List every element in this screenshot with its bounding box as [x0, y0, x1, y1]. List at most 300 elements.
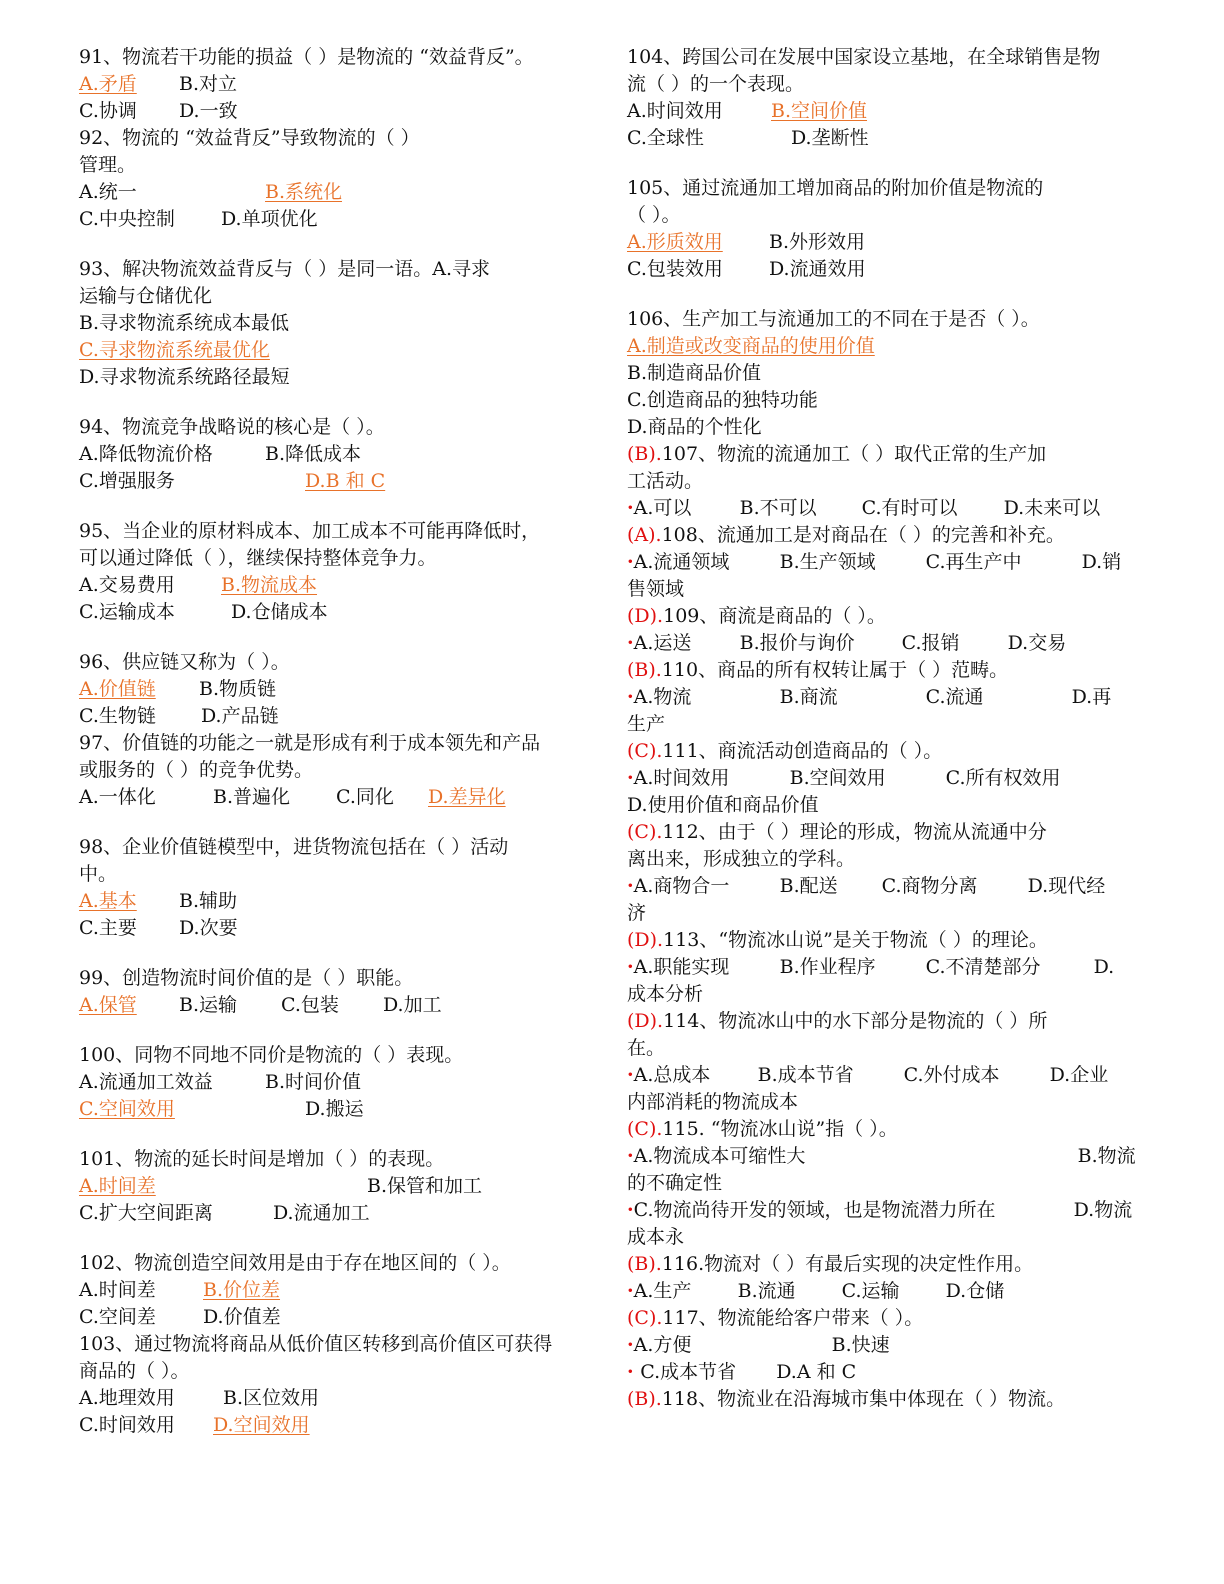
text-segment: B.区位效用 — [223, 1387, 320, 1409]
correct-answer-option: C.寻求物流系统最优化 — [79, 339, 270, 361]
text-segment: D.A 和 C — [776, 1361, 857, 1383]
question-line — [627, 549, 1147, 576]
text-segment: 工活动。 — [627, 470, 704, 492]
correct-answer-option: D.差异化 — [428, 786, 506, 808]
text-segment: B.物质链 — [199, 678, 277, 700]
question-line — [627, 846, 1147, 873]
bullet-dot: · — [627, 497, 634, 519]
answer-option: A.运送 — [633, 632, 692, 654]
question-q118 — [627, 1386, 1147, 1413]
question-line — [627, 1197, 1147, 1224]
correct-answer-option: A.保管 — [79, 994, 137, 1016]
question-line — [79, 98, 591, 125]
text-segment: 内部消耗的物流成本 — [627, 1091, 799, 1113]
text-segment: D.搬运 — [305, 1098, 364, 1120]
question-line — [79, 599, 591, 626]
answer-option: B.作业程序 — [779, 956, 876, 978]
text-segment: 118、物流业在沿海城市集中体现在（ ）物流。 — [661, 1388, 1066, 1410]
question-q98 — [79, 834, 591, 942]
answer-marker: (C). — [627, 740, 663, 762]
question-q99 — [79, 965, 591, 1019]
question-q101 — [79, 1146, 591, 1227]
answer-option: C.时间效用 — [79, 1414, 175, 1436]
text-segment: C.所有权效用 — [945, 767, 1061, 789]
question-line — [79, 1250, 591, 1277]
question-line — [79, 888, 591, 915]
question-line — [79, 310, 591, 337]
question-line — [627, 125, 1147, 152]
answer-marker: (A). — [627, 524, 662, 546]
question-line — [79, 1331, 591, 1358]
answer-marker: (D). — [627, 929, 664, 951]
bullet-dot: · — [627, 956, 634, 978]
bullet-dot: · — [627, 1199, 634, 1221]
question-line — [627, 927, 1147, 954]
text-segment: D.流通效用 — [769, 258, 866, 280]
text-segment: 99、创造物流时间价值的是（ ）职能。 — [79, 967, 414, 989]
question-line — [627, 1089, 1147, 1116]
answer-option: A.商物合一 — [633, 875, 730, 897]
question-line — [79, 703, 591, 730]
text-segment: B.快速 — [831, 1334, 890, 1356]
answer-marker: (C). — [627, 1307, 663, 1329]
text-segment: 95、当企业的原材料成本、加工成本不可能再降低时， — [79, 520, 541, 542]
answer-marker: (B). — [627, 1253, 662, 1275]
question-line — [627, 603, 1147, 630]
question-line — [79, 965, 591, 992]
question-q108 — [627, 522, 1147, 603]
question-q105 — [627, 175, 1147, 283]
question-line — [627, 414, 1147, 441]
question-line — [79, 757, 591, 784]
question-line — [79, 441, 591, 468]
answer-option: C.主要 — [79, 917, 137, 939]
answer-option: C.物流尚待开发的领域，也是物流潜力所在 — [633, 1199, 996, 1221]
question-line — [79, 414, 591, 441]
text-segment: D. — [1093, 956, 1115, 978]
text-segment: 91、物流若干功能的损益（ ）是物流的 “效益背反”。 — [79, 46, 534, 68]
question-line — [627, 387, 1147, 414]
question-q102 — [79, 1250, 591, 1331]
bullet-dot: · — [627, 632, 634, 654]
question-line — [627, 1305, 1147, 1332]
answer-option: B.成本节省 — [757, 1064, 854, 1086]
question-line — [79, 649, 591, 676]
question-line — [627, 306, 1147, 333]
answer-option: C.空间差 — [79, 1306, 156, 1328]
question-line — [79, 1277, 591, 1304]
answer-option: C.包装效用 — [627, 258, 723, 280]
question-line — [79, 518, 591, 545]
text-segment: 104、跨国公司在发展中国家设立基地，在全球销售是物 — [627, 46, 1101, 68]
question-line — [627, 71, 1147, 98]
text-segment: D.垄断性 — [791, 127, 869, 149]
question-line — [627, 576, 1147, 603]
bullet-dot: · — [627, 686, 634, 708]
correct-answer-option: A.时间差 — [79, 1175, 156, 1197]
text-segment: B.外形效用 — [769, 231, 866, 253]
question-line — [627, 495, 1147, 522]
answer-option: B.报价与询价 — [739, 632, 855, 654]
question-line — [627, 1143, 1147, 1170]
question-line — [627, 684, 1147, 711]
question-line — [79, 152, 591, 179]
question-line — [79, 730, 591, 757]
text-segment: 生产 — [627, 713, 666, 735]
question-line — [627, 981, 1147, 1008]
text-segment: 115. “物流冰山说”指（ ）。 — [662, 1118, 898, 1140]
question-q96 — [79, 649, 591, 730]
question-q94 — [79, 414, 591, 495]
answer-option: C.再生产中 — [925, 551, 1022, 573]
text-segment: 在。 — [627, 1037, 666, 1059]
question-line — [79, 915, 591, 942]
answer-marker: (B). — [627, 1388, 662, 1410]
question-q93 — [79, 256, 591, 391]
question-line — [627, 1359, 1147, 1386]
text-segment: 商品的（ ）。 — [79, 1360, 190, 1382]
bullet-dot: · — [627, 1280, 634, 1302]
text-segment: D.使用价值和商品价值 — [627, 794, 819, 816]
question-line — [79, 71, 591, 98]
question-line — [627, 202, 1147, 229]
question-line — [627, 44, 1147, 71]
answer-option: A.流通加工效益 — [79, 1071, 213, 1093]
text-segment: 成本分析 — [627, 983, 704, 1005]
text-segment: 93、解决物流效益背反与（ ）是同一语。A.寻求 — [79, 258, 490, 280]
text-segment: 的不确定性 — [627, 1172, 723, 1194]
text-segment: 116.物流对（ ）有最后实现的决定性作用。 — [661, 1253, 1034, 1275]
answer-option: C.商物分离 — [881, 875, 978, 897]
answer-option: C.运输成本 — [79, 601, 175, 623]
bullet-dot: · — [627, 1334, 634, 1356]
question-line — [79, 1069, 591, 1096]
answer-option: B.空间效用 — [789, 767, 886, 789]
answer-option: A.时间效用 — [633, 767, 730, 789]
question-line — [79, 364, 591, 391]
answer-option: A.物流成本可缩性大 — [633, 1145, 806, 1167]
answer-option: B.商流 — [779, 686, 838, 708]
question-line — [79, 1304, 591, 1331]
correct-answer-option: C.空间效用 — [79, 1098, 175, 1120]
answer-marker: (B). — [627, 443, 662, 465]
text-segment: D.寻求物流系统路径最短 — [79, 366, 290, 388]
text-segment: 114、物流冰山中的水下部分是物流的（ ）所 — [663, 1010, 1048, 1032]
answer-option: B.配送 — [779, 875, 838, 897]
answer-option: A.降低物流价格 — [79, 443, 213, 465]
question-line — [79, 283, 591, 310]
text-segment: B.物流 — [1077, 1145, 1136, 1167]
bullet-dot: · — [627, 767, 634, 789]
answer-option: B.不可以 — [739, 497, 817, 519]
correct-answer-option: B.系统化 — [265, 181, 343, 203]
text-segment: B.降低成本 — [265, 443, 362, 465]
text-segment: 97、价值链的功能之一就是形成有利于成本领先和产品 — [79, 732, 541, 754]
text-segment: 108、流通加工是对商品在（ ）的完善和补充。 — [661, 524, 1065, 546]
question-line — [79, 1385, 591, 1412]
text-segment: 可以通过降低（ ），继续保持整体竞争力。 — [79, 547, 437, 569]
answer-option: A.职能实现 — [633, 956, 730, 978]
question-line — [627, 333, 1147, 360]
question-line — [627, 468, 1147, 495]
text-segment: 98、企业价值链模型中，进货物流包括在（ ）活动 — [79, 836, 509, 858]
text-segment: D.未来可以 — [1003, 497, 1101, 519]
text-segment: D.次要 — [179, 917, 238, 939]
question-line — [79, 179, 591, 206]
question-line — [79, 337, 591, 364]
text-segment: D.企业 — [1049, 1064, 1109, 1086]
text-segment: 101、物流的延长时间是增加（ ）的表现。 — [79, 1148, 445, 1170]
question-line — [627, 175, 1147, 202]
question-q92 — [79, 125, 591, 233]
bullet-dot: · — [627, 1064, 634, 1086]
question-line — [627, 522, 1147, 549]
answer-option: C.包装 — [281, 994, 339, 1016]
answer-option: A.生产 — [633, 1280, 692, 1302]
question-q97 — [79, 730, 591, 811]
question-line — [79, 992, 591, 1019]
question-line — [79, 1173, 591, 1200]
answer-option: B.运输 — [179, 994, 238, 1016]
text-segment: 济 — [627, 902, 647, 924]
text-segment: C.创造商品的独特功能 — [627, 389, 818, 411]
answer-option: C.全球性 — [627, 127, 704, 149]
question-q111 — [627, 738, 1147, 819]
correct-answer-option: A.价值链 — [79, 678, 156, 700]
answer-option: A.方便 — [633, 1334, 692, 1356]
answer-option: A.总成本 — [633, 1064, 711, 1086]
question-line — [627, 1008, 1147, 1035]
text-segment: 110、商品的所有权转让属于（ ）范畴。 — [661, 659, 1009, 681]
question-line — [627, 873, 1147, 900]
question-line — [79, 256, 591, 283]
answer-option: A.物流 — [633, 686, 692, 708]
question-line — [627, 1224, 1147, 1251]
question-line — [627, 1062, 1147, 1089]
text-segment: D.产品链 — [201, 705, 279, 727]
question-line — [627, 630, 1147, 657]
question-q110 — [627, 657, 1147, 738]
text-segment: 流（ ）的一个表现。 — [627, 73, 805, 95]
text-segment: 117、物流能给客户带来（ ）。 — [662, 1307, 924, 1329]
question-line — [79, 784, 591, 811]
correct-answer-option: B.物流成本 — [221, 574, 318, 596]
text-segment: 112、由于（ ）理论的形成，物流从流通中分 — [662, 821, 1047, 843]
answer-option: A.地理效用 — [79, 1387, 175, 1409]
text-segment: D.流通加工 — [273, 1202, 370, 1224]
text-segment: 94、物流竞争战略说的核心是（ ）。 — [79, 416, 385, 438]
correct-answer-option: A.制造或改变商品的使用价值 — [627, 335, 875, 357]
text-segment: 103、通过物流将商品从低价值区转移到高价值区可获得 — [79, 1333, 553, 1355]
text-segment: 109、商流是商品的（ ）。 — [663, 605, 886, 627]
answer-option: C.扩大空间距离 — [79, 1202, 213, 1224]
left-column — [79, 44, 591, 1439]
question-q113 — [627, 927, 1147, 1008]
text-segment: D.再 — [1071, 686, 1112, 708]
question-line — [627, 900, 1147, 927]
text-segment: 或服务的（ ）的竞争优势。 — [79, 759, 314, 781]
text-segment: 92、物流的 “效益背反”导致物流的（ ） — [79, 127, 420, 149]
text-segment: D.物流 — [1073, 1199, 1133, 1221]
question-line — [79, 206, 591, 233]
question-q107 — [627, 441, 1147, 522]
text-segment: D.加工 — [383, 994, 442, 1016]
correct-answer-option: A.矛盾 — [79, 73, 137, 95]
answer-option: A.可以 — [633, 497, 692, 519]
answer-option: C.生物链 — [79, 705, 156, 727]
question-line — [79, 1042, 591, 1069]
correct-answer-option: D.B 和 C — [305, 470, 386, 492]
text-segment: D.单项优化 — [221, 208, 318, 230]
answer-option: A.交易费用 — [79, 574, 175, 596]
question-q116 — [627, 1251, 1147, 1305]
text-segment: D.交易 — [1007, 632, 1067, 654]
question-line — [79, 1412, 591, 1439]
question-line — [627, 98, 1147, 125]
question-line — [79, 1358, 591, 1385]
answer-option: C.不清楚部分 — [925, 956, 1041, 978]
text-segment: （ ）。 — [627, 204, 681, 226]
answer-option: C.流通 — [925, 686, 984, 708]
question-q112 — [627, 819, 1147, 927]
question-line — [627, 711, 1147, 738]
question-line — [627, 765, 1147, 792]
text-segment: 107、物流的流通加工（ ）取代正常的生产加 — [661, 443, 1047, 465]
text-segment: 105、通过流通加工增加商品的附加价值是物流的 — [627, 177, 1044, 199]
question-line — [627, 360, 1147, 387]
text-segment: 售领域 — [627, 578, 685, 600]
text-segment: D.商品的个性化 — [627, 416, 762, 438]
question-line — [627, 819, 1147, 846]
answer-option: C.报销 — [901, 632, 960, 654]
text-segment: 111、商流活动创造商品的（ ）。 — [662, 740, 943, 762]
question-line — [627, 954, 1147, 981]
question-q114 — [627, 1008, 1147, 1116]
text-segment: B.辅助 — [179, 890, 238, 912]
question-line — [627, 1332, 1147, 1359]
text-segment: B.对立 — [179, 73, 238, 95]
question-line — [79, 1096, 591, 1123]
answer-marker: (D). — [627, 1010, 664, 1032]
text-segment: B.寻求物流系统成本最低 — [79, 312, 290, 334]
text-segment: 113、“物流冰山说”是关于物流（ ）的理论。 — [663, 929, 1048, 951]
bullet-dot: · — [627, 1145, 634, 1167]
answer-option: B.生产领域 — [779, 551, 876, 573]
answer-option: C.运输 — [841, 1280, 900, 1302]
question-line — [627, 1251, 1147, 1278]
question-line — [627, 441, 1147, 468]
text-segment: B.保管和加工 — [367, 1175, 483, 1197]
correct-answer-option: A.基本 — [79, 890, 137, 912]
text-segment: 管理。 — [79, 154, 137, 176]
question-line — [79, 125, 591, 152]
answer-option: B.普遍化 — [213, 786, 291, 808]
answer-marker: (C). — [627, 1118, 663, 1140]
answer-option: C.有时可以 — [861, 497, 958, 519]
question-line — [627, 738, 1147, 765]
answer-option: C.增强服务 — [79, 470, 175, 492]
correct-answer-option: B.价位差 — [203, 1279, 281, 1301]
question-line — [79, 676, 591, 703]
question-line — [627, 1278, 1147, 1305]
answer-option: B.流通 — [737, 1280, 796, 1302]
question-q106 — [627, 306, 1147, 441]
answer-option: C.成本节省 — [640, 1361, 737, 1383]
right-column — [627, 44, 1147, 1413]
question-q104 — [627, 44, 1147, 152]
text-segment: D.现代经 — [1027, 875, 1106, 897]
text-segment: D.仓储成本 — [231, 601, 328, 623]
text-segment: B.时间价值 — [265, 1071, 362, 1093]
question-line — [79, 545, 591, 572]
question-q95 — [79, 518, 591, 626]
question-line — [79, 834, 591, 861]
question-line — [627, 792, 1147, 819]
bullet-dot: · — [627, 551, 634, 573]
text-segment: 100、同物不同地不同价是物流的（ ）表现。 — [79, 1044, 464, 1066]
text-segment: D.销 — [1081, 551, 1122, 573]
text-segment: 中。 — [79, 863, 118, 885]
answer-option: C.中央控制 — [79, 208, 175, 230]
correct-answer-option: A.形质效用 — [627, 231, 723, 253]
question-line — [79, 1146, 591, 1173]
text-segment: D.仓储 — [945, 1280, 1005, 1302]
question-q103 — [79, 1331, 591, 1439]
question-line — [627, 1116, 1147, 1143]
answer-marker: (C). — [627, 821, 663, 843]
question-line — [627, 256, 1147, 283]
bullet-dot: · — [627, 1361, 641, 1383]
text-segment: 96、供应链又称为（ ）。 — [79, 651, 290, 673]
correct-answer-option: D.空间效用 — [213, 1414, 310, 1436]
answer-marker: (B). — [627, 659, 662, 681]
question-q117 — [627, 1305, 1147, 1386]
text-segment: D.价值差 — [203, 1306, 281, 1328]
bullet-dot: · — [627, 875, 634, 897]
answer-option: A.一体化 — [79, 786, 156, 808]
answer-marker: (D). — [627, 605, 664, 627]
text-segment: 成本永 — [627, 1226, 685, 1248]
question-line — [79, 861, 591, 888]
question-q115 — [627, 1116, 1147, 1251]
question-line — [79, 44, 591, 71]
text-segment: B.制造商品价值 — [627, 362, 762, 384]
question-line — [627, 1170, 1147, 1197]
text-segment: D.一致 — [179, 100, 238, 122]
answer-option: C.协调 — [79, 100, 137, 122]
text-segment: 102、物流创造空间效用是由于存在地区间的（ ）。 — [79, 1252, 511, 1274]
question-line — [79, 1200, 591, 1227]
answer-option: A.时间效用 — [627, 100, 723, 122]
question-line — [627, 657, 1147, 684]
text-segment: 离出来，形成独立的学科。 — [627, 848, 856, 870]
question-line — [79, 572, 591, 599]
answer-option: A.统一 — [79, 181, 137, 203]
text-segment: 106、生产加工与流通加工的不同在于是否（ ）。 — [627, 308, 1040, 330]
question-q91 — [79, 44, 591, 125]
answer-option: C.外付成本 — [903, 1064, 1000, 1086]
question-q100 — [79, 1042, 591, 1123]
text-segment: 运输与仓储优化 — [79, 285, 213, 307]
correct-answer-option: B.空间价值 — [771, 100, 868, 122]
answer-option: C.同化 — [336, 786, 394, 808]
question-line — [627, 229, 1147, 256]
answer-option: A.流通领域 — [633, 551, 730, 573]
question-line — [627, 1035, 1147, 1062]
question-q109 — [627, 603, 1147, 657]
question-line — [627, 1386, 1147, 1413]
question-line — [79, 468, 591, 495]
